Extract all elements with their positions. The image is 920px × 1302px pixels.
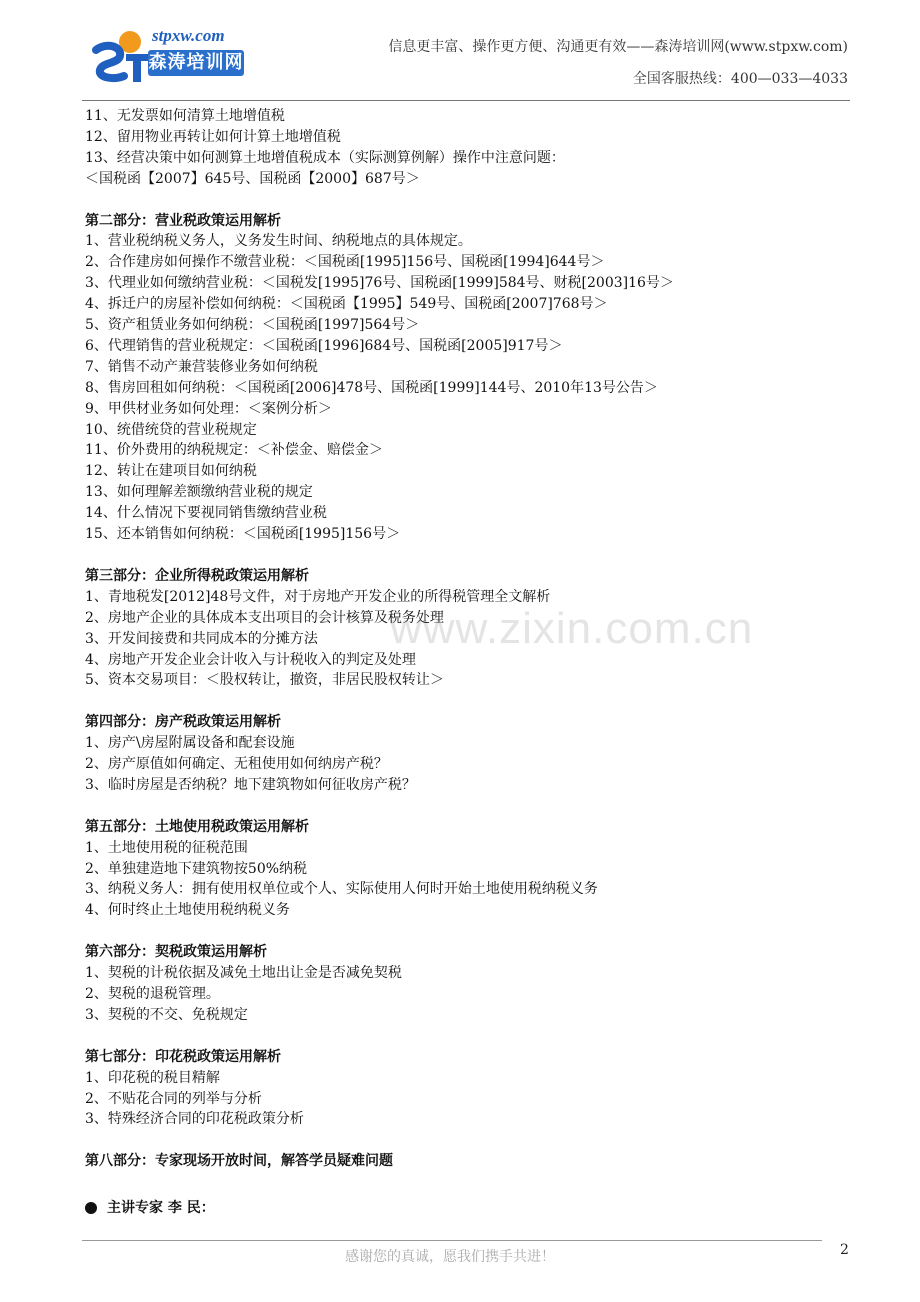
list-item: 8、售房回租如何纳税：＜国税函[2006]478号、国税函[1999]144号、2010年13号公告＞ <box>85 379 658 396</box>
list-item: 1、契税的计税依据及减免土地出让金是否减免契税 <box>85 965 402 982</box>
header-divider <box>82 100 850 101</box>
section-corporate-income-tax <box>85 566 845 691</box>
list-item: 3、开发间接费和共同成本的分摊方法 <box>85 630 318 647</box>
section-deed-tax <box>85 942 845 1026</box>
list-item: 11、价外费用的纳税规定：＜补偿金、赔偿金＞ <box>85 442 383 459</box>
section-title: 第五部分：土地使用税政策运用解析 <box>85 818 309 835</box>
list-item: 2、不贴花合同的列举与分析 <box>85 1090 262 1107</box>
list-item: 3、代理业如何缴纳营业税：＜国税发[1995]76号、国税函[1999]584号、财税[2003]16号＞ <box>85 275 674 292</box>
list-item: 10、统借统贷的营业税规定 <box>85 421 257 438</box>
list-item: 3、纳税义务人：拥有使用权单位或个人、实际使用人何时开始土地使用税纳税义务 <box>85 881 598 898</box>
list-item: 4、拆迁户的房屋补偿如何纳税：＜国税函【1995】549号、国税函[2007]768号＞ <box>85 296 608 313</box>
section-title: 第二部分：营业税政策运用解析 <box>85 212 281 229</box>
section-title: 第四部分：房产税政策运用解析 <box>85 714 281 731</box>
page-header <box>0 0 920 102</box>
logo-name: 森涛培训网 <box>148 50 244 76</box>
list-item: 1、青地税发[2012]48号文件，对于房地产开发企业的所得税管理全文解析 <box>85 588 551 605</box>
logo-mark-icon <box>92 28 152 86</box>
header-hotline: 全国客服热线：400—033—4033 <box>632 71 848 87</box>
intro-line: 11、无发票如何清算土地增值税 <box>85 108 285 124</box>
section-expert-qa: 第八部分：专家现场开放时间，解答学员疑难问题 <box>85 1153 393 1170</box>
section-stamp-tax <box>85 1047 845 1131</box>
list-item: 2、契税的退税管理。 <box>85 985 220 1002</box>
list-item: 2、房产原值如何确定、无租使用如何纳房产税？ <box>85 756 388 773</box>
list-item: 6、代理销售的营业税规定：＜国税函[1996]684号、国税函[2005]917号＞ <box>85 337 563 354</box>
footer-divider <box>82 1240 822 1241</box>
list-item: 1、营业税纳税义务人，义务发生时间、纳税地点的具体规定。 <box>85 233 472 250</box>
list-item: 14、什么情况下要视同销售缴纳营业税 <box>85 505 327 522</box>
list-item: 2、单独建造地下建筑物按50%纳税 <box>85 860 308 877</box>
section-business-tax <box>85 211 845 546</box>
expert-line <box>85 1198 845 1219</box>
page-number: 2 <box>840 1242 849 1258</box>
header-slogan: 信息更丰富、操作更方便、沟通更有效——森涛培训网(www.stpxw.com) <box>388 39 848 55</box>
intro-list <box>85 106 845 190</box>
document-body <box>85 106 845 1219</box>
intro-line: ＜国税函【2007】645号、国税函【2000】687号＞ <box>85 170 420 187</box>
footer-text: 感谢您的真诚，愿我们携手共进！ <box>345 1249 555 1265</box>
list-item: 5、资产租赁业务如何纳税：＜国税函[1997]564号＞ <box>85 317 420 334</box>
list-item: 3、特殊经济合同的印花税政策分析 <box>85 1111 304 1128</box>
section-title: 第六部分：契税政策运用解析 <box>85 944 267 961</box>
watermark: www.zixin.com.cn <box>390 604 754 653</box>
section-title: 第七部分：印花税政策运用解析 <box>85 1048 281 1065</box>
list-item: 1、房产\房屋附属设备和配套设施 <box>85 735 295 752</box>
list-item: 13、如何理解差额缴纳营业税的规定 <box>85 484 313 501</box>
list-item: 2、合作建房如何操作不缴营业税：＜国税函[1995]156号、国税函[1994]644号＞ <box>85 254 605 271</box>
logo <box>92 28 252 86</box>
intro-line: 13、经营决策中如何测算土地增值税成本（实际测算例解）操作中注意问题： <box>85 149 565 166</box>
bullet-icon <box>85 1202 97 1214</box>
list-item: 9、甲供材业务如何处理：＜案例分析＞ <box>85 400 332 417</box>
section-title: 第三部分：企业所得税政策运用解析 <box>85 567 309 584</box>
list-item: 15、还本销售如何纳税：＜国税函[1995]156号＞ <box>85 526 401 543</box>
section-property-tax <box>85 712 845 796</box>
list-item: 1、印花税的税目精解 <box>85 1069 220 1086</box>
list-item: 4、房地产开发企业会计收入与计税收入的判定及处理 <box>85 651 416 668</box>
logo-url: stpxw.com <box>152 26 225 45</box>
section-land-use-tax <box>85 817 845 922</box>
list-item: 1、土地使用税的征税范围 <box>85 839 248 856</box>
list-item: 3、临时房屋是否纳税？地下建筑物如何征收房产税？ <box>85 776 416 793</box>
list-item: 5、资本交易项目：＜股权转让，撤资，非居民股权转让＞ <box>85 672 444 689</box>
list-item: 2、房地产企业的具体成本支出项目的会计核算及税务处理 <box>85 609 444 626</box>
expert-label: 主讲专家 李 民： <box>107 1200 215 1216</box>
list-item: 12、转让在建项目如何纳税 <box>85 463 257 480</box>
list-item: 7、销售不动产兼营装修业务如何纳税 <box>85 358 318 375</box>
intro-line: 12、留用物业再转让如何计算土地增值税 <box>85 128 341 145</box>
list-item: 3、契税的不交、免税规定 <box>85 1006 248 1023</box>
list-item: 4、何时终止土地使用税纳税义务 <box>85 902 290 919</box>
